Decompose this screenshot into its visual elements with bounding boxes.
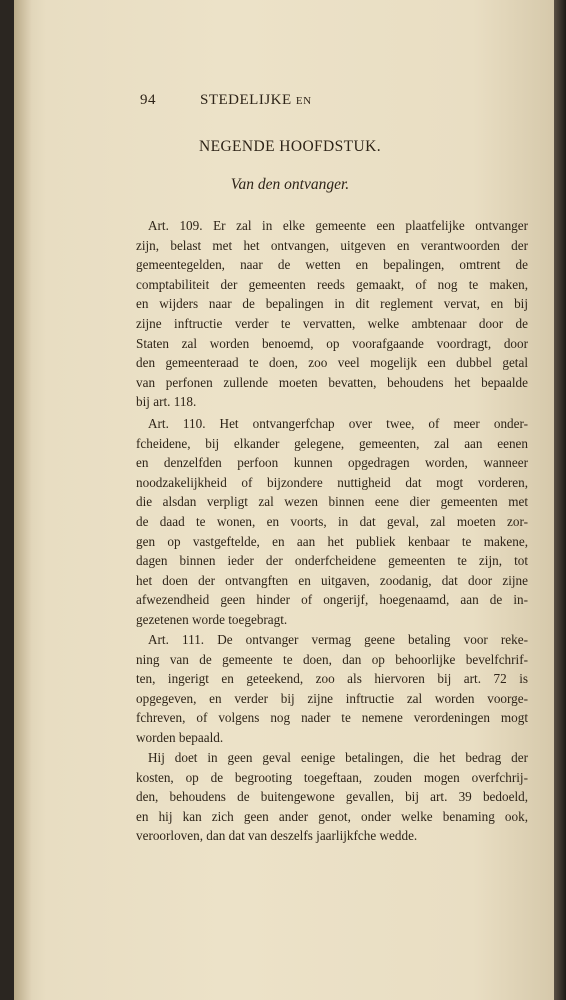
article-111 [136, 630, 528, 748]
text-line: gen op vastgeftelde, en aan het publiek kenbaar te makene, [136, 533, 528, 549]
page-gutter [14, 0, 32, 1000]
text-line: van perfonen zullende moeten bevatten, behoudens het bepaalde [136, 374, 528, 390]
text-line: Art. 109. Er zal in elke gemeente een plaatfelijke ontvanger [148, 218, 528, 233]
text-line: de daad te wonen, en voorts, in dat geval, zal moeten zor- [136, 513, 528, 529]
text-line: en denzelfden perfoon kunnen opgedragen worden, wanneer [136, 455, 528, 471]
text-line: fcheidene, bij elkander gelegene, gemeenten, zal aan eenen [136, 435, 528, 451]
text-line: ten, ingerigt en geteekend, zoo als hiervoren bij art. 72 is [136, 671, 528, 687]
chapter-title: NEGENDE HOOFDSTUK. [199, 138, 381, 155]
article-111-continued [136, 748, 528, 846]
text-line: worden bepaald. [136, 729, 224, 745]
text-line: en hij kan zich geen ander genot, onder welke benaming ook, [136, 808, 528, 824]
article-109 [136, 216, 528, 412]
text-line: afwezendheid geen hinder of ongerijf, hoegenaamd, aan de in- [136, 592, 528, 608]
header-title-small: EN [295, 95, 312, 107]
text-line: ning van de gemeente te doen, dan op behoorlijke bevelfchrif- [136, 651, 528, 667]
text-line: kosten, op de begrooting toegeftaan, zouden mogen overfchrij- [136, 769, 528, 785]
text-line: en wijders naar de bepalingen in dit reglement vervat, en bij [136, 296, 528, 312]
text-line: Art. 110. Het ontvangerfchap over twee, of meer onder- [148, 416, 528, 431]
article-110 [136, 414, 528, 630]
text-line: Hij doet in geen geval eenige betalingen, die het bedrag der [148, 750, 528, 765]
text-line: dagen binnen ieder der onderfcheidene gemeenten te zijn, tot [136, 553, 528, 569]
text-line: die alsdan verpligt zal wezen binnen eene dier gemeenten met [136, 494, 528, 510]
section-title: Van den ontvanger. [230, 176, 350, 193]
page-number: 94 [140, 92, 156, 108]
text-line: den gemeenteraad te doen, zoo veel mogelijk een dubbel getal [136, 355, 528, 371]
scan-border [554, 0, 566, 1000]
text-line: comptabiliteit der gemeenten reeds gemaakt, of nog te maken, [136, 276, 528, 292]
text-line: fchreven, of volgens nog nader te nemene verordeningen mogt [136, 710, 528, 726]
running-header [140, 92, 440, 109]
text-line: gezetenen worde toegebragt. [136, 611, 288, 627]
text-line: zijne inftructie verder te vervatten, welke ambtenaar door de [136, 315, 528, 331]
text-line: Art. 111. De ontvanger vermag geene betaling voor reke- [148, 632, 528, 647]
text-line: het doen der ontvangften en uitgaven, zoodanig, dat door zijne [136, 572, 528, 588]
text-line: zijn, belast met het ontvangen, uitgeven en verantwoorden der [136, 237, 528, 253]
text-line: gemeentegelden, naar de wetten en bepalingen, omtrent de [136, 257, 528, 273]
text-line: noodzakelijkheid of bijzondere nuttigheid dat mogt vorderen, [136, 474, 528, 490]
text-line: opgegeven, en verder bij zijne inftructie zal worden voorge- [136, 690, 528, 706]
header-title: STEDELIJKE [200, 92, 292, 108]
text-line: bij art. 118. [136, 394, 197, 410]
text-line: veroorloven, dan dat van deszelfs jaarlijkfche wedde. [136, 828, 418, 844]
text-line: den, behoudens de buitengewone gevallen, bij art. 39 bedoeld, [136, 789, 528, 805]
text-line: Staten zal worden benoemd, op voorafgaande voordragt, door [136, 335, 528, 351]
